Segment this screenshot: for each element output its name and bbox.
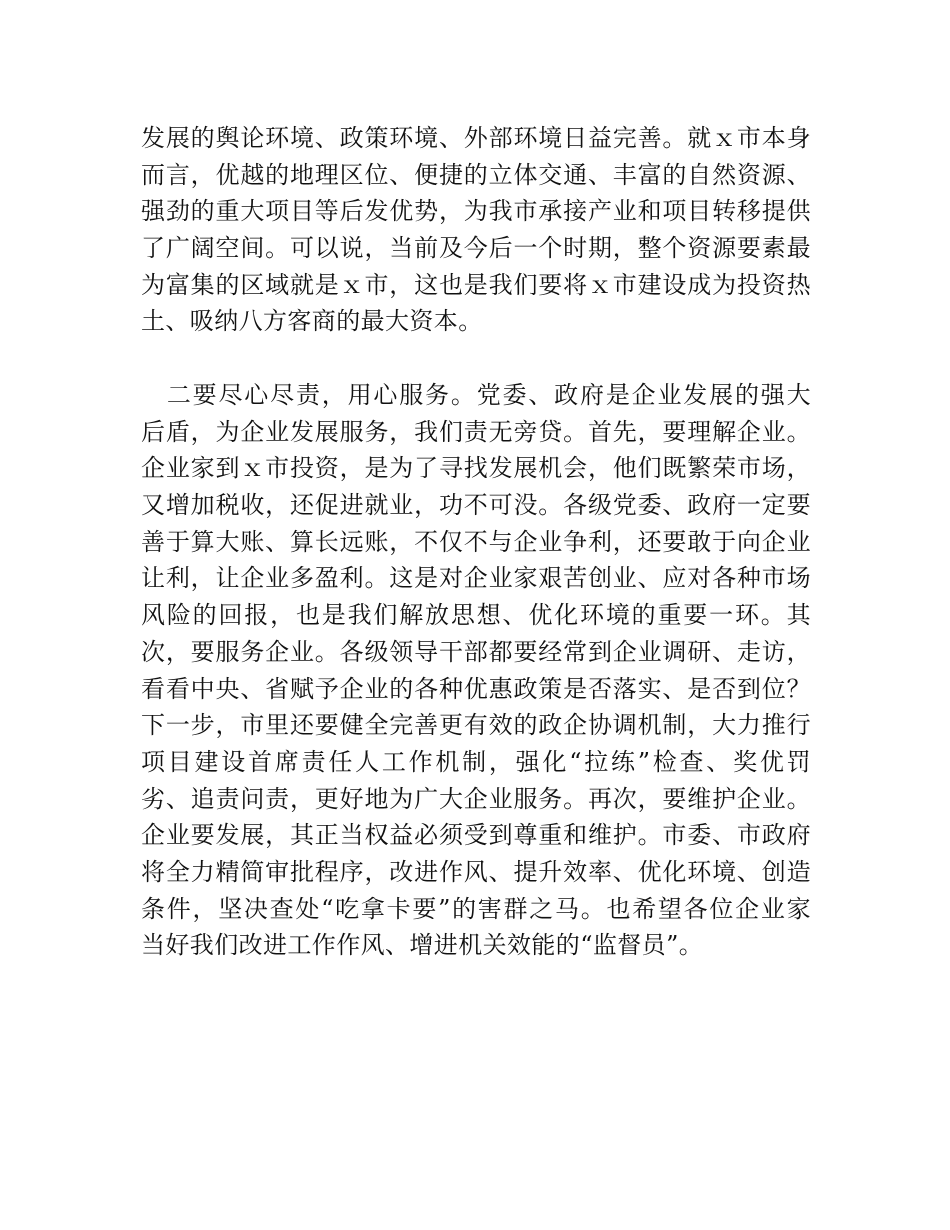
paragraph-line: 下一步，市里还要健全完善更有效的政企协调机制，大力推行 bbox=[141, 711, 811, 740]
paragraph-line: 发展的舆论环境、政策环境、外部环境日益完善。就ｘ市本身 bbox=[141, 124, 811, 152]
paragraph-line: 当好我们改进工作作风、增进机关效能的“监督员”。 bbox=[141, 931, 704, 960]
paragraph-line: 企业要发展，其正当权益必须受到尊重和维护。市委、市政府 bbox=[141, 821, 811, 850]
paragraph-line: 风险的回报，也是我们解放思想、优化环境的重要一环。其 bbox=[141, 601, 811, 630]
paragraph-line: 强劲的重大项目等后发优势，为我市承接产业和项目转移提供 bbox=[141, 197, 811, 226]
paragraph-line: 为富集的区域就是ｘ市，这也是我们要将ｘ市建设成为投资热 bbox=[141, 270, 811, 299]
paragraph-line: 善于算大账、算长远账，不仅不与企业争利，还要敢于向企业 bbox=[141, 527, 811, 556]
paragraph-line: 次，要服务企业。各级领导干部都要经常到企业调研、走访， bbox=[141, 637, 811, 666]
paragraph-1 bbox=[141, 120, 811, 340]
paragraph-line: 土、吸纳八方客商的最大资本。 bbox=[141, 307, 483, 336]
paragraph-line: 了广阔空间。可以说，当前及今后一个时期，整个资源要素最 bbox=[141, 234, 811, 263]
paragraph-line: 看看中央、省赋予企业的各种优惠政策是否落实、是否到位？ bbox=[141, 674, 811, 703]
paragraph-line: 后盾，为企业发展服务，我们责无旁贷。首先，要理解企业。 bbox=[141, 417, 811, 446]
paragraph-2 bbox=[141, 377, 811, 964]
paragraph-line: 条件，坚决查处“吃拿卡要”的害群之马。也希望各位企业家 bbox=[141, 894, 811, 923]
paragraph-line: 又增加税收，还促进就业，功不可没。各级党委、政府一定要 bbox=[141, 491, 811, 520]
paragraph-line: 劣、追责问责，更好地为广大企业服务。再次，要维护企业。 bbox=[141, 784, 811, 813]
paragraph-line: 企业家到ｘ市投资，是为了寻找发展机会，他们既繁荣市场， bbox=[141, 454, 811, 483]
paragraph-line: 二要尽心尽责，用心服务。党委、政府是企业发展的强大 bbox=[141, 381, 811, 409]
paragraph-line: 将全力精简审批程序，改进作风、提升效率、优化环境、创造 bbox=[141, 857, 811, 886]
paragraph-line: 而言，优越的地理区位、便捷的立体交通、丰富的自然资源、 bbox=[141, 160, 811, 189]
paragraph-line: 项目建设首席责任人工作机制，强化“拉练”检查、奖优罚 bbox=[141, 747, 811, 776]
paragraph-line: 让利，让企业多盈利。这是对企业家艰苦创业、应对各种市场 bbox=[141, 564, 811, 593]
